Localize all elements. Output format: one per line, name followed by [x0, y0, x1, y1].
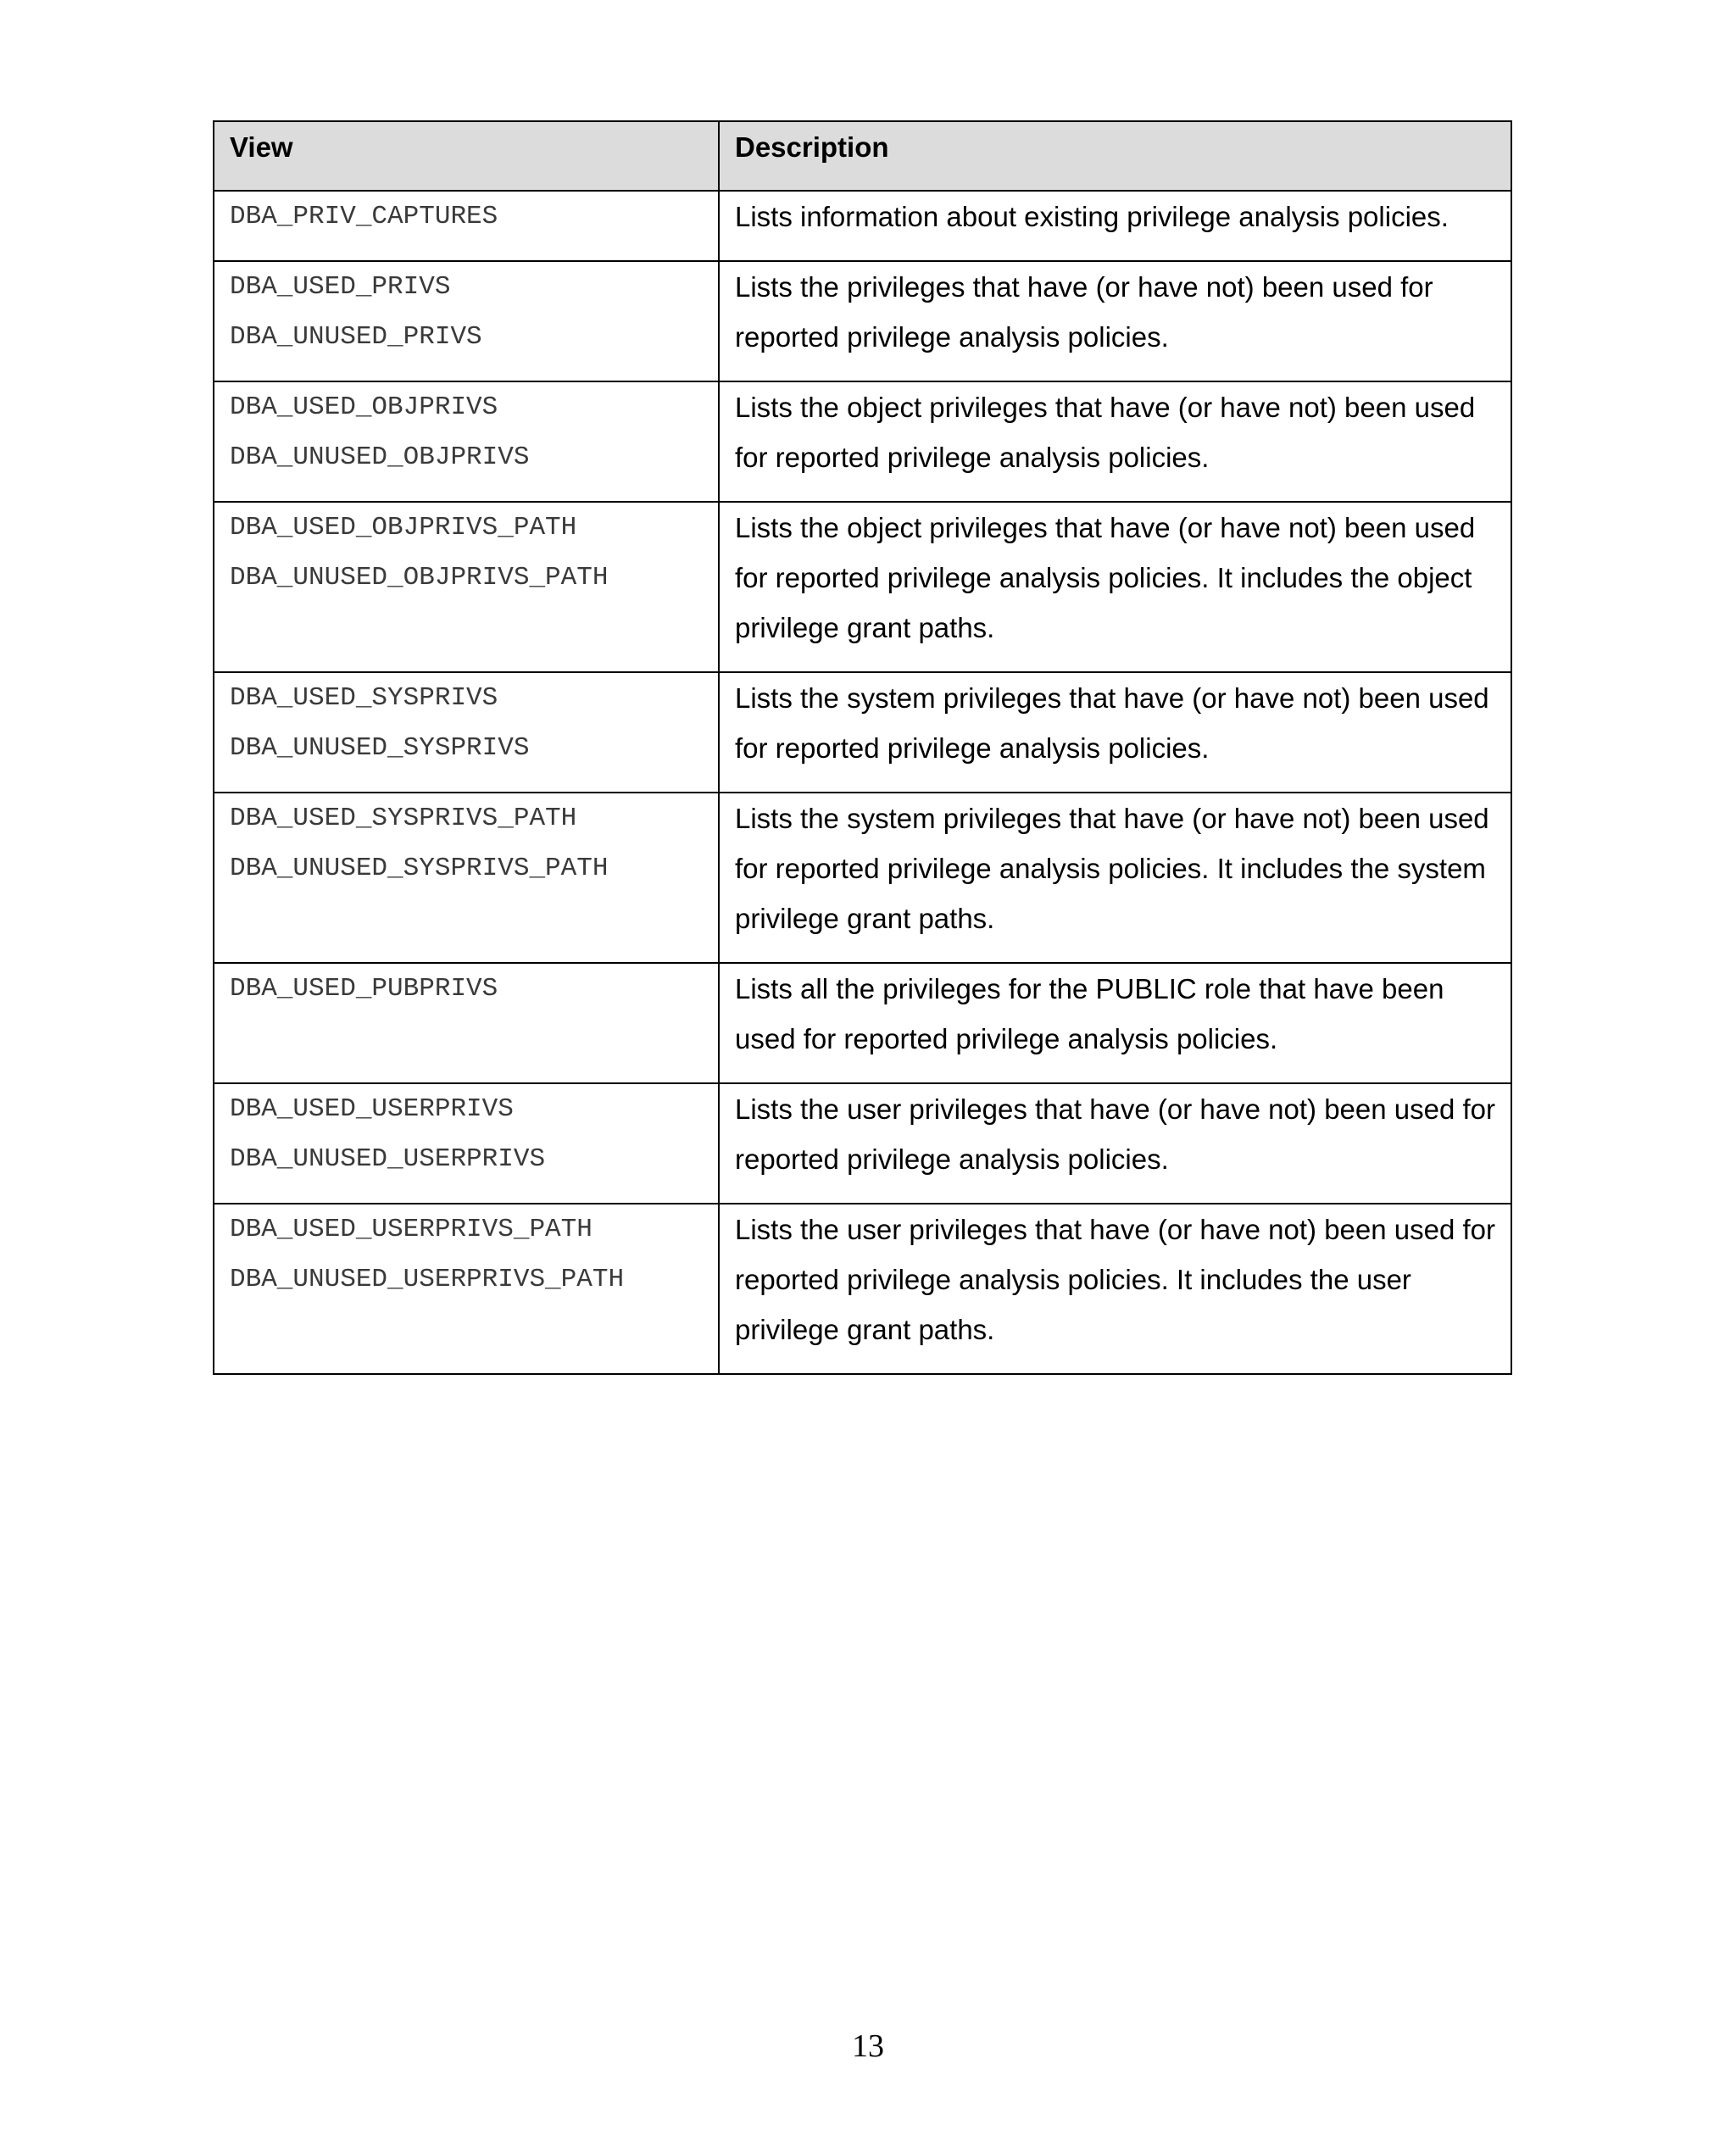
description-cell	[719, 1204, 1511, 1374]
view-name: DBA_USED_PUBPRIVS	[230, 974, 498, 1004]
table-row	[214, 793, 1511, 963]
view-description: Lists all the privileges for the PUBLIC role that have been used for reported privilege analysis policies.	[735, 973, 1444, 1054]
view-description: Lists the object privileges that have (or have not) been used for reported privilege analysis policies.	[735, 392, 1476, 473]
description-column-header: Description	[719, 121, 1511, 191]
view-name: DBA_PRIV_CAPTURES	[230, 202, 498, 231]
view-cell	[214, 261, 719, 381]
description-cell	[719, 672, 1511, 793]
view-description: Lists information about existing privilege analysis policies.	[735, 201, 1449, 232]
description-cell	[719, 502, 1511, 672]
view-name: DBA_UNUSED_OBJPRIVS	[230, 442, 530, 472]
view-cell	[214, 672, 719, 793]
description-cell	[719, 793, 1511, 963]
table-row	[214, 672, 1511, 793]
description-cell	[719, 1083, 1511, 1204]
view-name: DBA_UNUSED_SYSPRIVS	[230, 733, 530, 763]
view-cell	[214, 963, 719, 1083]
privilege-views-table	[213, 120, 1512, 1375]
table-row	[214, 1083, 1511, 1204]
view-name: DBA_USED_SYSPRIVS_PATH	[230, 804, 577, 833]
view-cell	[214, 502, 719, 672]
view-name: DBA_USED_OBJPRIVS	[230, 392, 498, 422]
view-name: DBA_UNUSED_USERPRIVS_PATH	[230, 1265, 625, 1294]
table-row	[214, 261, 1511, 381]
view-cell	[214, 381, 719, 502]
view-description: Lists the user privileges that have (or have not) been used for reported privilege analysis policies.	[735, 1093, 1496, 1175]
view-cell	[214, 191, 719, 261]
view-description: Lists the system privileges that have (or have not) been used for reported privilege analysis policies.	[735, 682, 1489, 764]
view-name: DBA_USED_PRIVS	[230, 272, 451, 302]
view-cell	[214, 1204, 719, 1374]
view-name: DBA_UNUSED_OBJPRIVS_PATH	[230, 563, 609, 592]
table-header-row	[214, 121, 1511, 191]
view-description: Lists the object privileges that have (or have not) been used for reported privilege analysis policies. It includes the object privilege grant paths.	[735, 512, 1476, 643]
view-cell	[214, 1083, 719, 1204]
table-row	[214, 963, 1511, 1083]
table-row	[214, 1204, 1511, 1374]
description-cell	[719, 963, 1511, 1083]
view-description: Lists the system privileges that have (or have not) been used for reported privilege analysis policies. It includes the system privilege grant paths.	[735, 803, 1489, 934]
view-name: DBA_USED_SYSPRIVS	[230, 683, 498, 713]
table-row	[214, 502, 1511, 672]
page-number: 13	[852, 2028, 884, 2064]
view-description: Lists the privileges that have (or have not) been used for reported privilege analysis policies.	[735, 271, 1433, 353]
view-name: DBA_UNUSED_SYSPRIVS_PATH	[230, 854, 609, 883]
description-cell	[719, 261, 1511, 381]
view-name: DBA_USED_OBJPRIVS_PATH	[230, 513, 577, 542]
description-cell	[719, 381, 1511, 502]
view-name: DBA_USED_USERPRIVS	[230, 1094, 514, 1124]
view-name: DBA_UNUSED_PRIVS	[230, 322, 482, 352]
view-name: DBA_USED_USERPRIVS_PATH	[230, 1215, 593, 1244]
description-cell	[719, 191, 1511, 261]
view-cell	[214, 793, 719, 963]
view-column-header: View	[214, 121, 719, 191]
view-description: Lists the user privileges that have (or have not) been used for reported privilege analysis policies. It includes the user privilege grant paths.	[735, 1214, 1496, 1345]
table-row	[214, 191, 1511, 261]
table-row	[214, 381, 1511, 502]
view-name: DBA_UNUSED_USERPRIVS	[230, 1144, 546, 1174]
